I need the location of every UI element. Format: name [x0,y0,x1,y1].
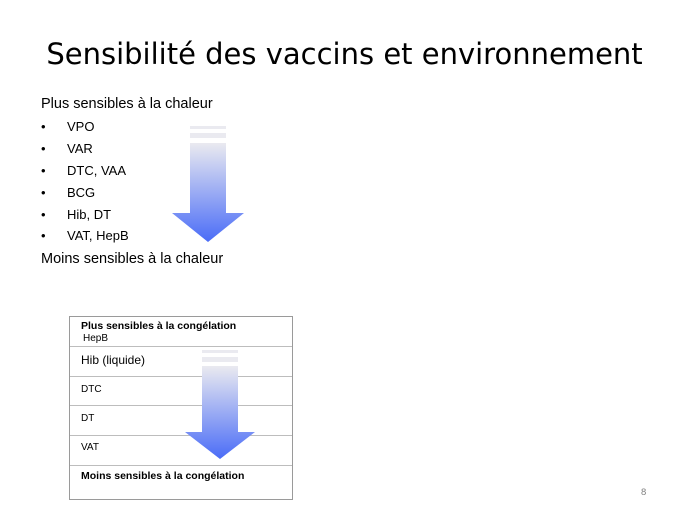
table-row [70,406,292,436]
table-footer-label: Moins sensibles à la congélation [81,470,245,482]
bullet-glyph: • [41,119,46,134]
table-header-label: Plus sensibles à la congélation [81,320,237,332]
heat-top-label: Plus sensibles à la chaleur [41,96,213,112]
list-item-label: BCG [67,184,96,200]
freeze-sensitivity-table [69,316,293,500]
bullet-glyph: • [41,162,46,178]
table-row [70,347,292,377]
list-item-label: VPO [67,119,95,134]
table-row [70,436,292,466]
table-row-label: VAT [81,442,99,453]
bullet-glyph: • [41,140,46,156]
table-row-label: Hib (liquide) [81,353,146,367]
bullet-glyph: • [41,228,46,244]
down-arrow-icon [170,124,246,244]
down-arrow-icon [183,348,257,462]
bullet-glyph: • [41,206,46,222]
table-row-label: DT [81,413,95,424]
table-row [70,377,292,406]
heat-bottom-label: Moins sensibles à la chaleur [41,251,224,267]
list-item-label: VAR [67,140,93,156]
list-item-label: DTC, VAA [67,162,126,178]
table-header-sublabel: HepB [83,333,109,344]
table-row-label: DTC [81,384,102,395]
page-number: 8 [641,487,647,498]
table-row-footer [70,466,292,499]
table-row-header [70,317,292,347]
slide-title: Sensibilité des vaccins et environnement [46,37,643,71]
list-item-label: VAT, HepB [67,228,129,244]
list-item-label: Hib, DT [67,206,112,222]
bullet-glyph: • [41,184,46,200]
